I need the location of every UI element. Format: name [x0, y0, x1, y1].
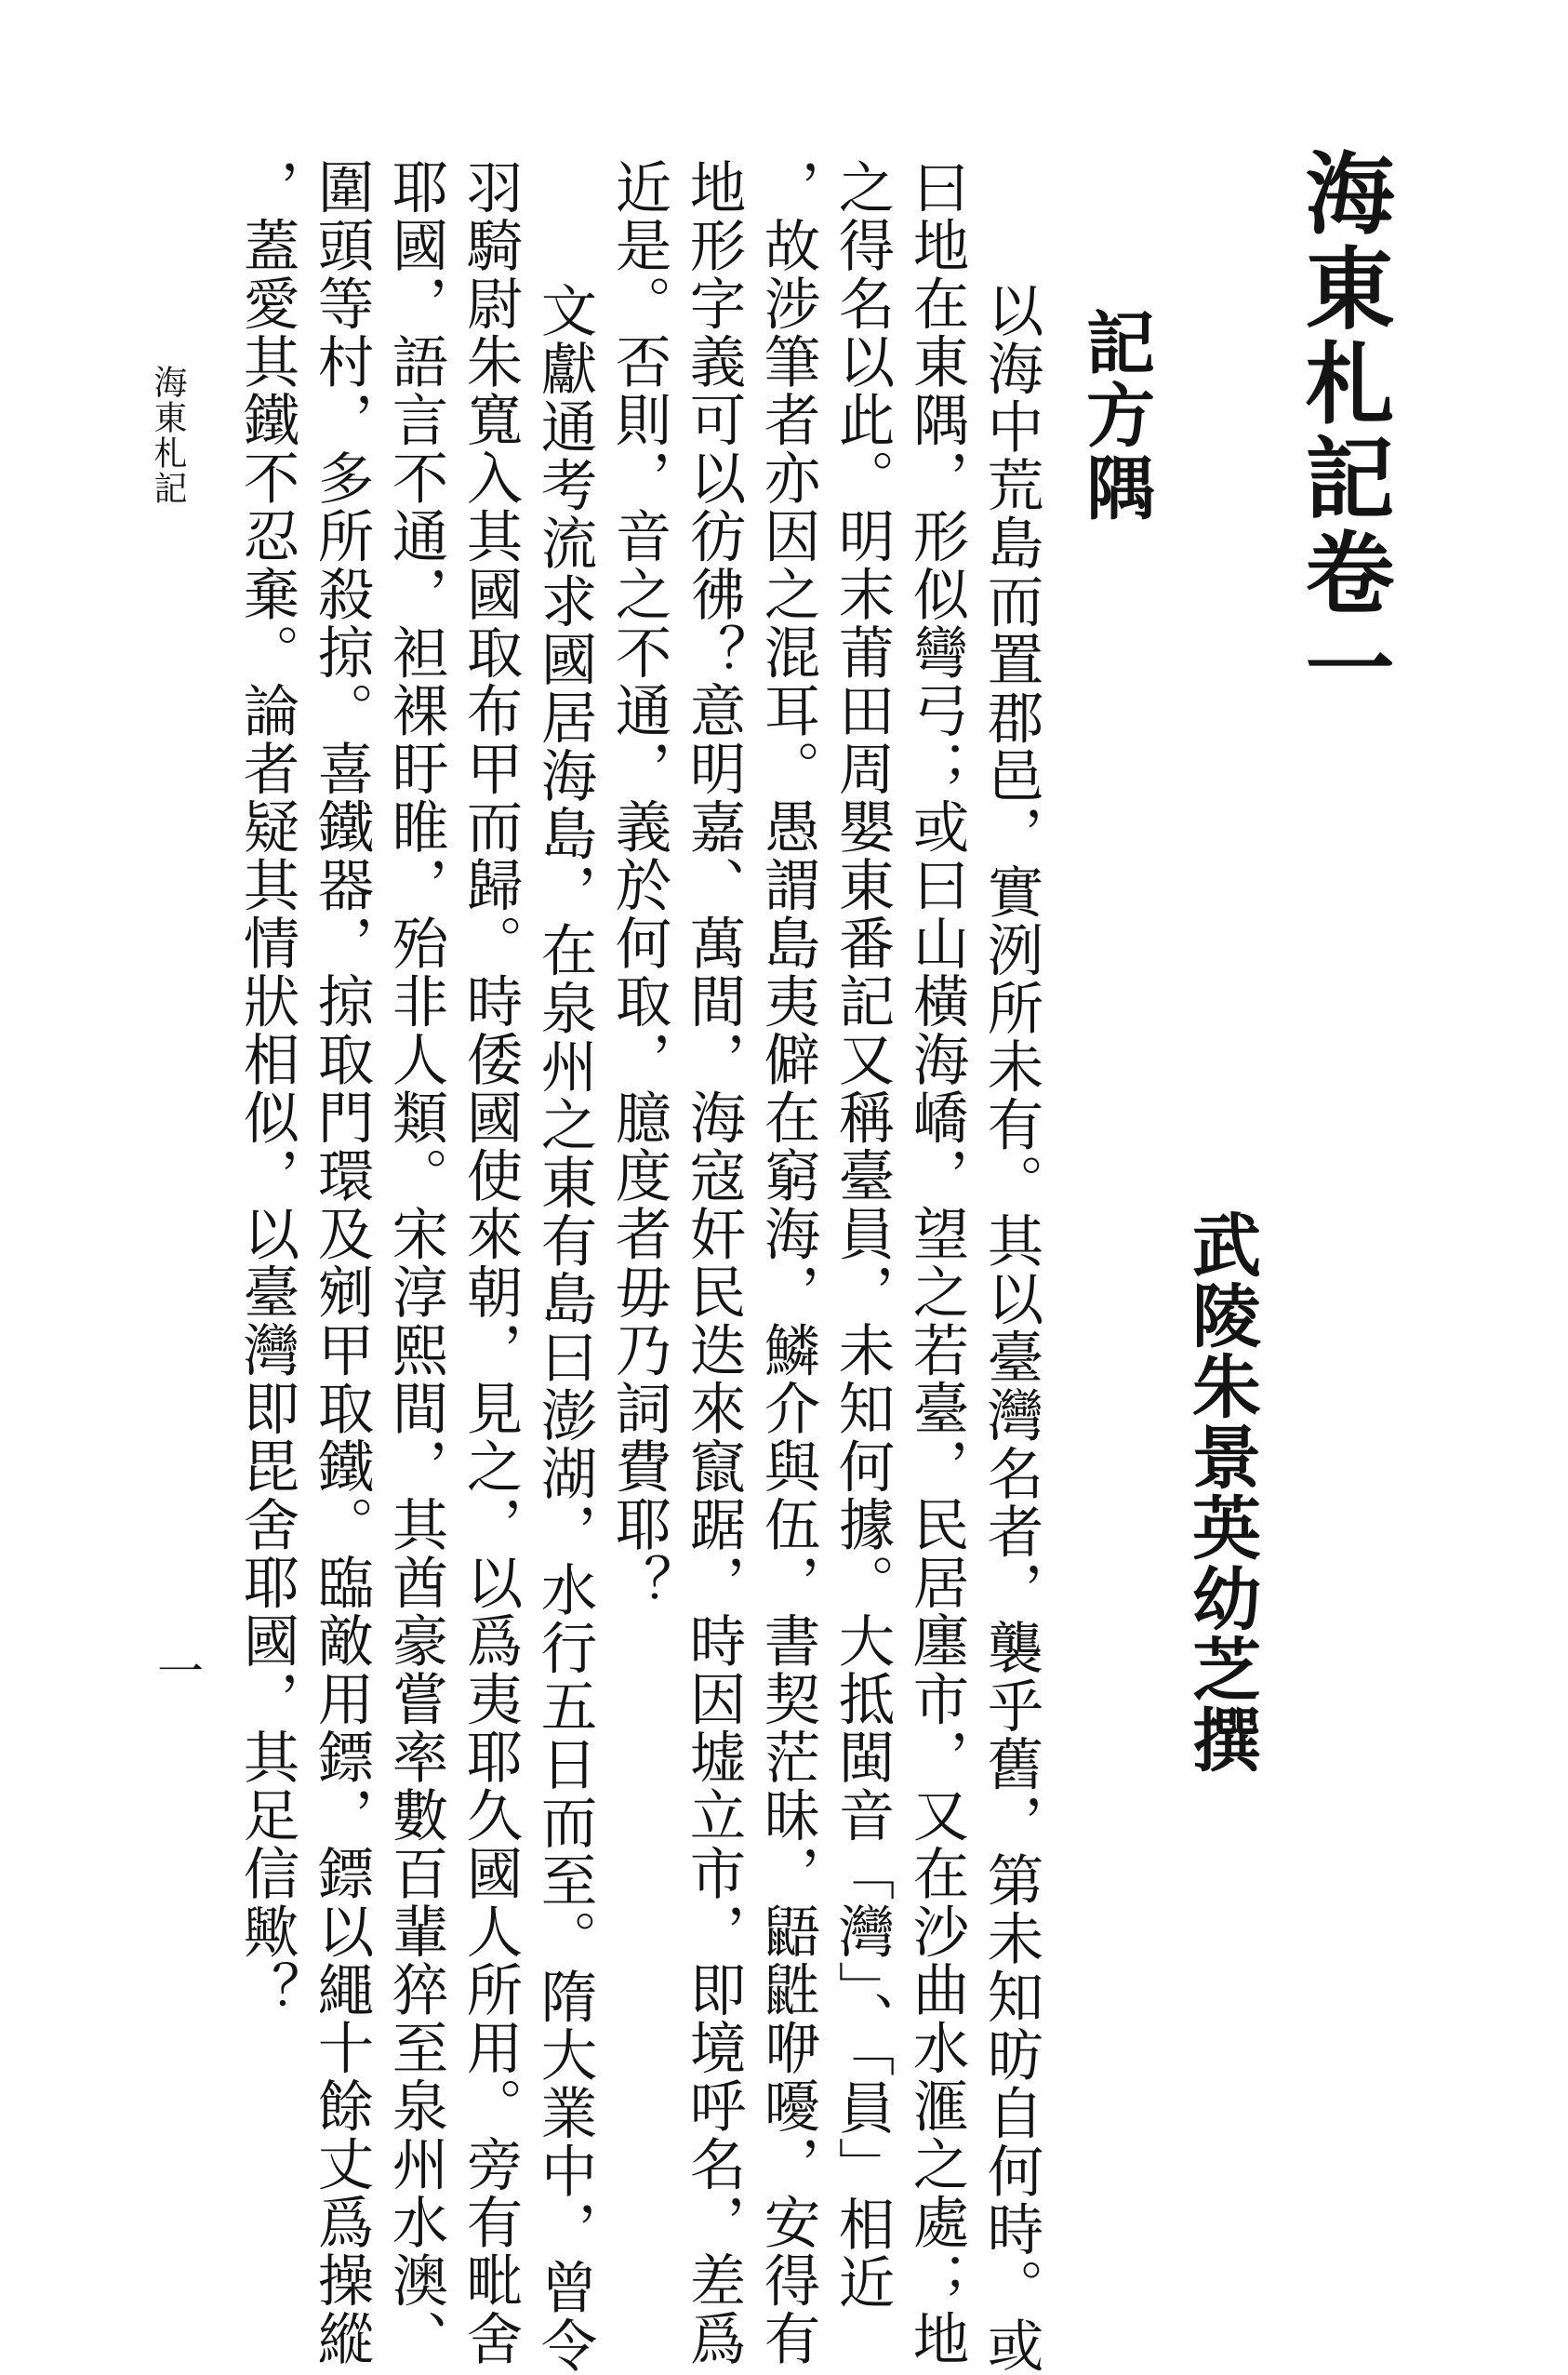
- body-column: 地形字義可以彷彿？意明嘉、萬間，海寇奸民迭來竄踞，時因墟立市，即境呼名，差爲: [680, 158, 746, 2368]
- body-column: 文獻通考流求國居海島，在泉州之東有島曰澎湖，水行五日而至。隋大業中，曾令: [531, 223, 597, 2375]
- body-column: 近是。否則，音之不通，義於何取，臆度者毋乃詞費耶？: [605, 158, 671, 1612]
- body-column: 之得名以此。明末莆田周嬰東番記又稱臺員，未知何據。大抵閩音「灣」、「員」相近: [829, 158, 895, 2312]
- body-column: 羽騎尉朱寬入其國取布甲而歸。時倭國使來朝，見之，以爲夷耶久國人所用。旁有毗舍: [457, 158, 523, 2368]
- margin-title: 海東札記: [149, 365, 187, 506]
- section-title: 記方隅: [1075, 307, 1155, 525]
- body-column: 圍頭等村，多所殺掠。喜鐵器，掠取門環及剜甲取鐵。臨敵用鏢，鏢以繩十餘丈爲操縱: [308, 158, 374, 2368]
- body-column: 以海中荒島而置郡邑，實洌所未有。其以臺灣名者，襲乎舊，第未知昉自何時。或: [977, 223, 1043, 2375]
- body-column: 耶國，語言不通，袒裸盱睢，殆非人類。宋淳熙間，其酋豪嘗率數百輩猝至泉州水澳、: [382, 158, 448, 2368]
- page-number: 一: [150, 1647, 204, 1693]
- body-column: ，蓋愛其鐵不忍棄。論者疑其情狀相似，以臺灣即毘舍耶國，其足信歟？: [233, 158, 299, 2019]
- author-line: 武陵朱景英幼芝撰: [1181, 1209, 1261, 1775]
- book-title: 海東札記卷一: [1291, 147, 1396, 716]
- body-column: ，故涉筆者亦因之混耳。愚謂島夷僻在窮海，鱗介與伍，書契茫昧，鼯鼪咿嚘，安得有: [754, 158, 820, 2368]
- body-column: 曰地在東隅，形似彎弓；或曰山橫海嶠，望之若臺，民居廛市，又在沙曲水滙之處；地: [903, 158, 969, 2368]
